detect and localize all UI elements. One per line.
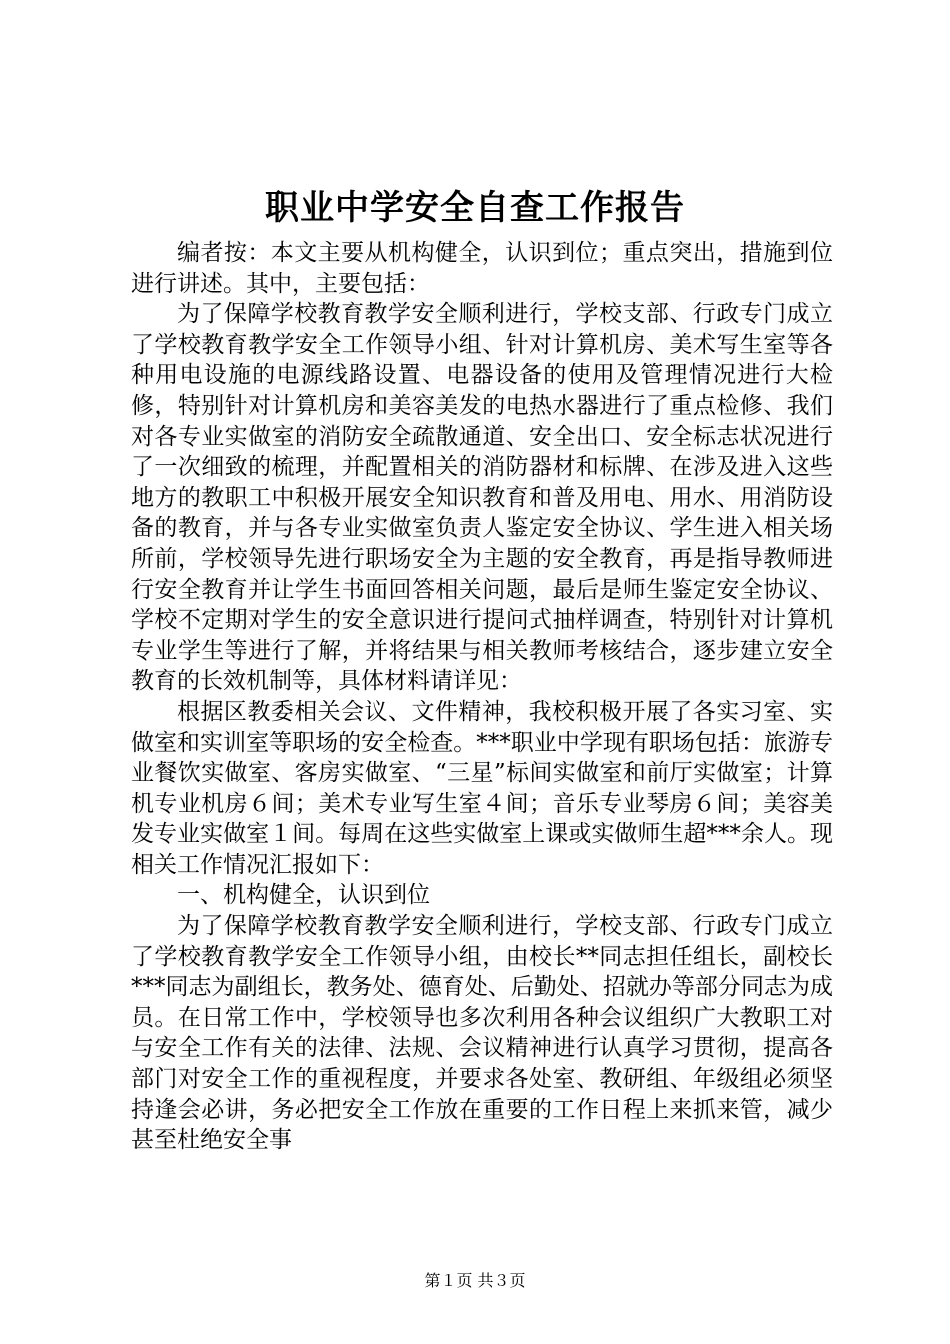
- document-title: 职业中学安全自查工作报告: [265, 188, 685, 228]
- section-heading: 一、机构健全，认识到位: [177, 882, 430, 909]
- body-paragraph: 为了保障学校教育教学安全顺利进行，学校支部、行政专门成立了学校教育教学安全工作领导小组、针对计算机房、美术写生室等各种用电设施的电源线路设置、电器设备的使用及管理情况进行大检修，特别针对计算机房和美容美发的电热水器进行了重点检修、我们对各专业实做室的消防安全疏散通道、安全出口、安全标志状况进行了一次细致的梳理，并配置相关的消防器材和标牌、在涉及进入这些地方的教职工中积极开展安全知识教育和普及用电、用水、用消防设备的教育，并与各专业实做室负责人鉴定安全协议、学生进入相关场所前，学校领导先进行职场安全为主题的安全教育，再是指导教师进行安全教育并让学生书面回答相关问题，最后是师生鉴定安全协议、学校不定期对学生的安全意识进行提问式抽样调查，特别针对计算机专业学生等进行了解，并将结果与相关教师考核结合，逐步建立安全教育的长效机制等，具体材料请详见：: [131, 301, 833, 695]
- body-paragraph: 为了保障学校教育教学安全顺利进行，学校支部、行政专门成立了学校教育教学安全工作领导小组，由校长**同志担任组长，副校长***同志为副组长，教务处、德育处、后勤处、招就办等部分同志为成员。在日常工作中，学校领导也多次利用各种会议组织广大教职工对与安全工作有关的法律、法规、会议精神进行认真学习贯彻，提高各部门对安全工作的重视程度，并要求各处室、教研组、年级组必须坚持逢会必讲，务必把安全工作放在重要的工作日程上来抓来管，减少甚至杜绝安全事: [131, 913, 833, 1154]
- editor-note-paragraph: 编者按：本文主要从机构健全，认识到位；重点突出，措施到位进行讲述。其中，主要包括：: [131, 240, 833, 297]
- document-body: [131, 238, 833, 1156]
- body-paragraph: 根据区教委相关会议、文件精神，我校积极开展了各实习室、实做室和实训室等职场的安全检查。***职业中学现有职场包括：旅游专业餐饮实做室、客房实做室、“三星”标间实做室和前厅实做室；计算机专业机房６间；美术专业写生室４间；音乐专业琴房６间；美容美发专业实做室１间。每周在这些实做室上课或实做师生超***余人。现相关工作情况汇报如下：: [131, 698, 833, 878]
- page-footer: 第１页 共３页: [424, 1271, 526, 1290]
